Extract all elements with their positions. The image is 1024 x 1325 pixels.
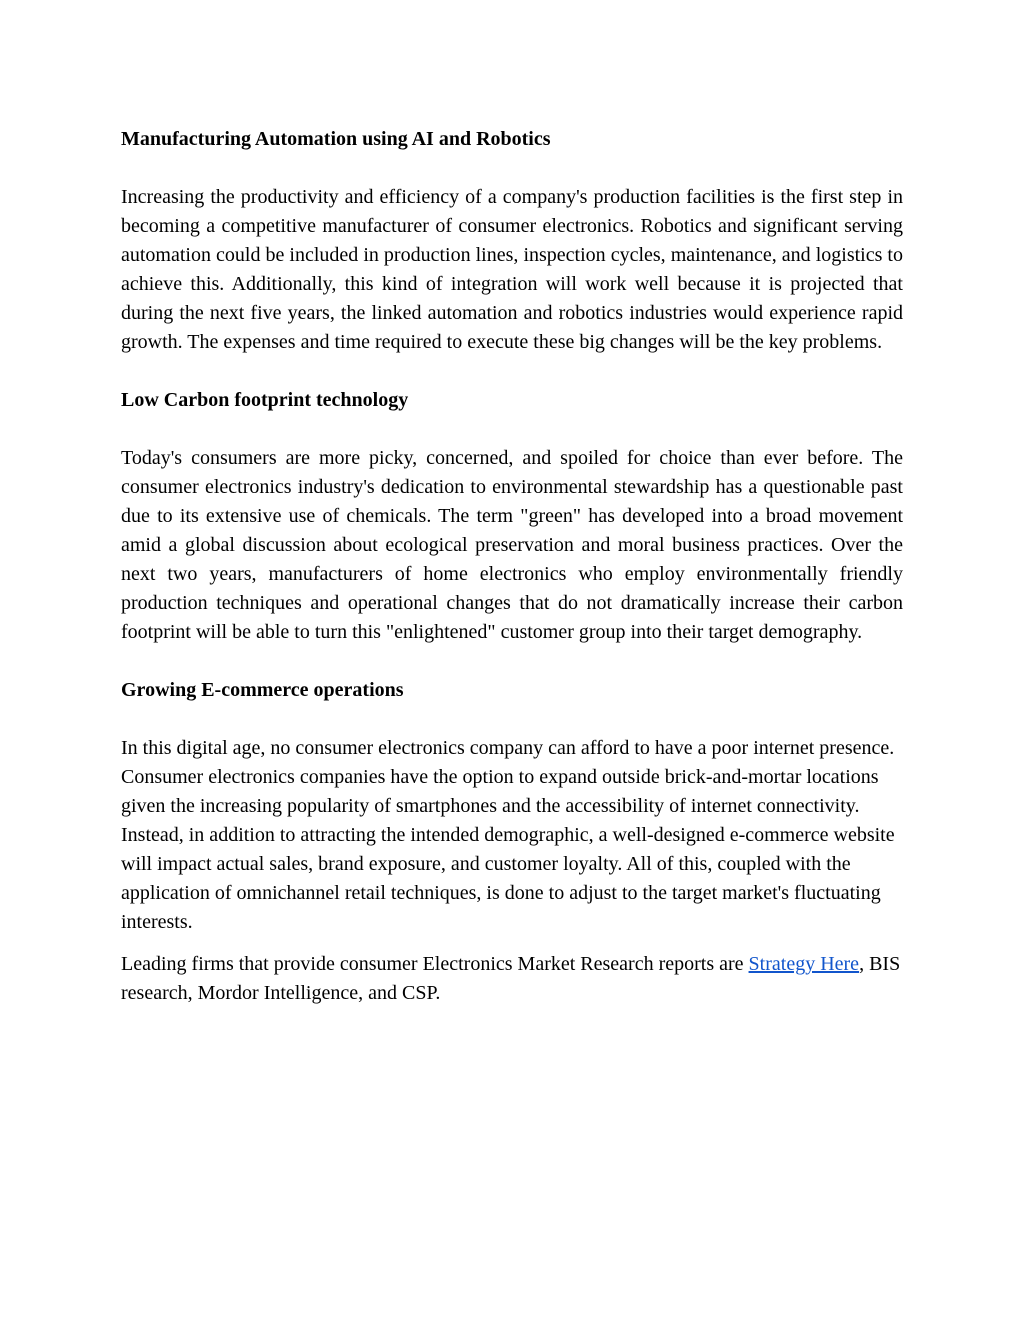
closing-paragraph: [121, 950, 903, 1008]
strategy-here-link[interactable]: Strategy Here: [748, 953, 860, 975]
section-heading-low-carbon: Low Carbon footprint technology: [121, 389, 409, 411]
section-heading-ecommerce: Growing E-commerce operations: [121, 679, 404, 701]
closing-prefix: Leading firms that provide consumer Electronics Market Research reports are: [121, 953, 749, 975]
document-page: [121, 125, 903, 1008]
section-body-manufacturing: Increasing the productivity and efficiency of a company's production facilities is the first step in becoming a competitive manufacturer of consumer electronics. Robotics and significant serving automation could be included in production lines, inspection cycles, maintenance, and logistics to achieve this. Additionally, this kind of integration will work well because it is projected that during the next five years, the linked automation and robotics industries would experience rapid growth. The expenses and time required to execute these big changes will be the key problems.: [121, 186, 903, 353]
section-body-low-carbon: Today's consumers are more picky, concerned, and spoiled for choice than ever before. The consumer electronics industry's dedication to environmental stewardship has a questionable past due to its extensive use of chemicals. The term "green" has developed into a broad movement amid a global discussion about ecological preservation and moral business practices. Over the next two years, manufacturers of home electronics who employ environmentally friendly production techniques and operational changes that do not dramatically increase their carbon footprint will be able to turn this "enlightened" customer group into their target demography.: [121, 447, 903, 643]
closing-suffix: , BIS research, Mordor Intelligence, and CSP.: [121, 953, 901, 1004]
section-body-ecommerce: In this digital age, no consumer electronics company can afford to have a poor internet presence. Consumer electronics companies have the option to expand outside brick-and-mortar locations given the increasing popularity of smartphones and the accessibility of internet connectivity. Instead, in addition to attracting the intended demographic, a well-designed e-commerce website will impact actual sales, brand exposure, and customer loyalty. All of this, coupled with the application of omnichannel retail techniques, is done to adjust to the target market's fluctuating interests.: [121, 737, 895, 933]
section-heading-manufacturing: Manufacturing Automation using AI and Robotics: [121, 128, 551, 150]
